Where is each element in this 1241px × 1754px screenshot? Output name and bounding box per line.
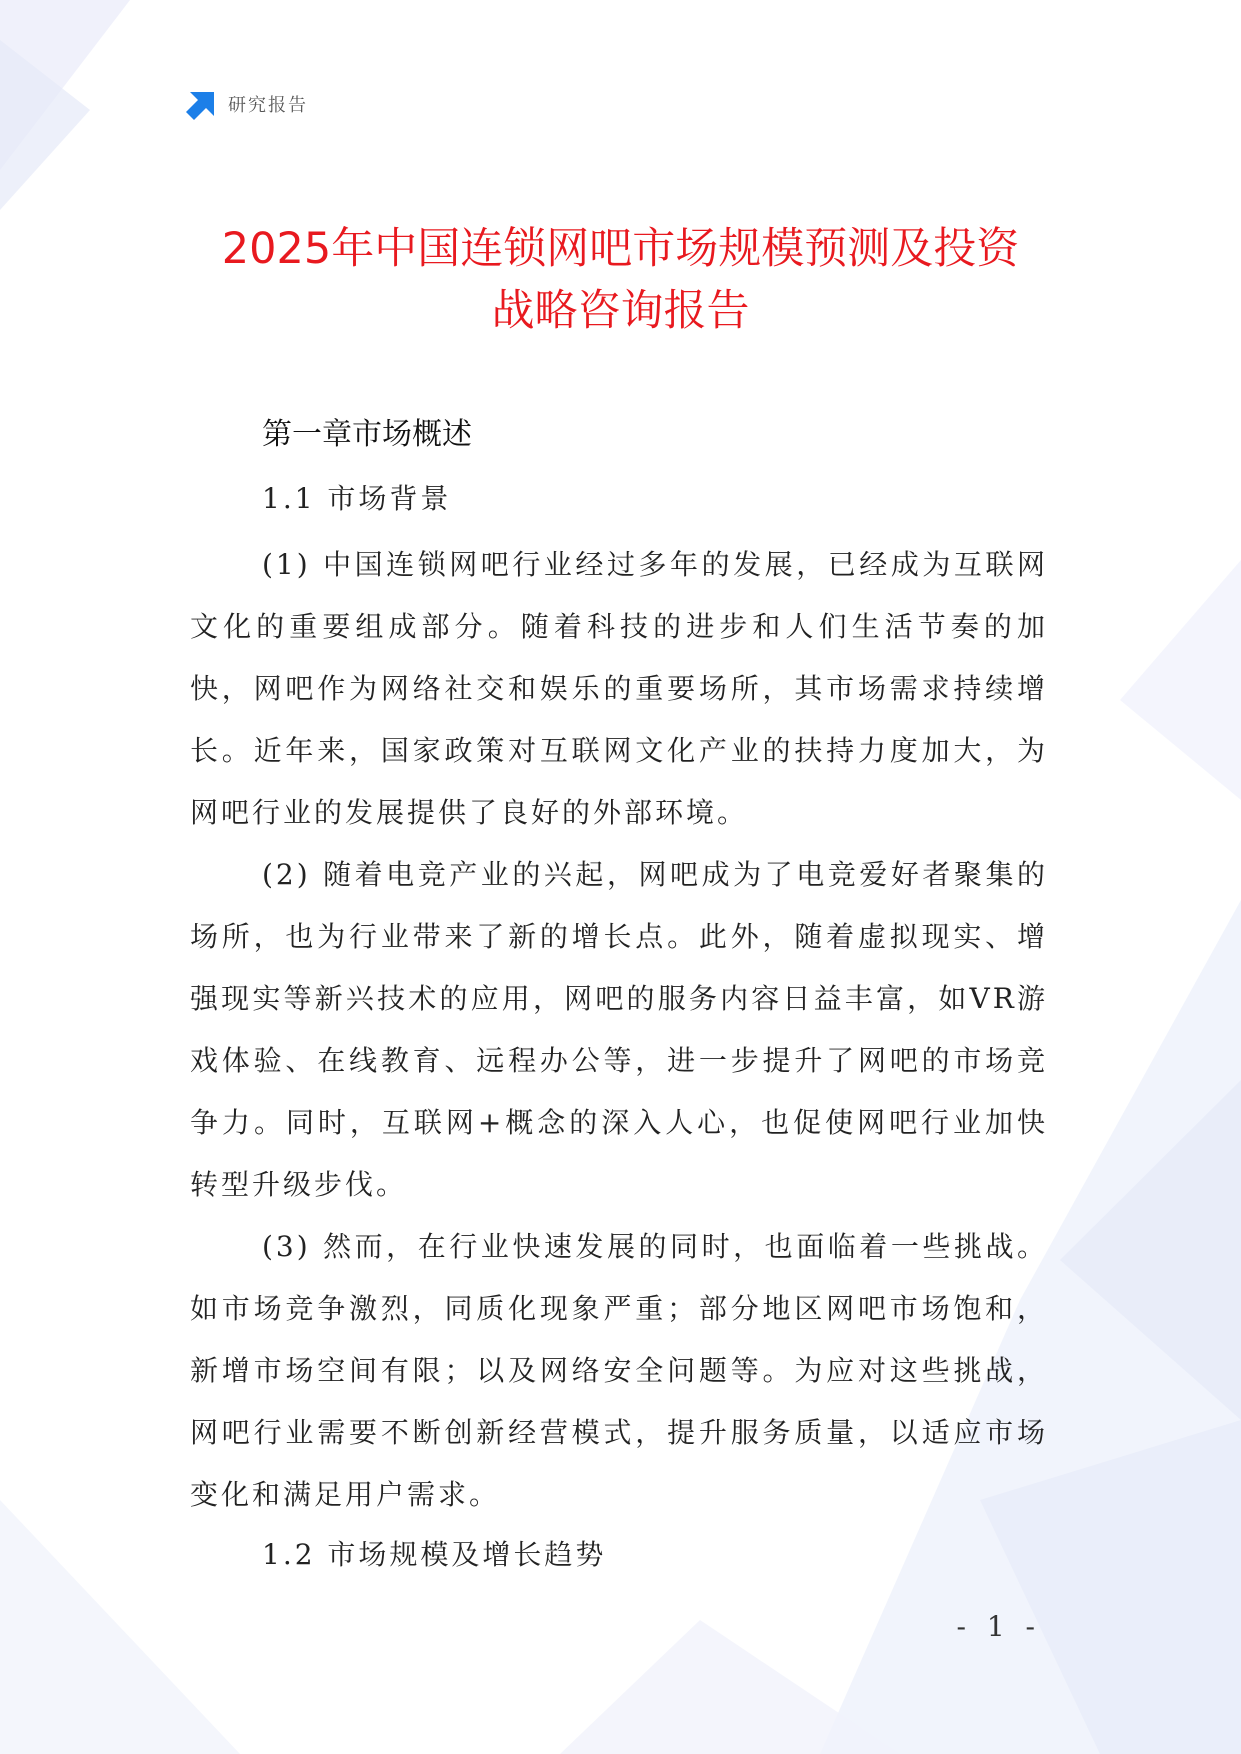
- paragraph-3: (3) 然而，在行业快速发展的同时，也面临着一些挑战。如市场竞争激烈，同质化现象严重；部分地区网吧市场饱和，新增市场空间有限；以及网络安全问题等。为应对这些挑战，网吧行业需要不断创新经营模式，提升服务质量，以适应市场变化和满足用户需求。: [190, 1230, 1048, 1511]
- page-number: - 1 -: [956, 1610, 1041, 1643]
- section-heading-1-1: 1.1 市场背景: [262, 482, 452, 515]
- report-title: [120, 218, 1121, 342]
- header-brand: [186, 88, 308, 120]
- title-line-2: 战略咨询报告: [491, 286, 750, 336]
- section-heading-1-2: 1.2 市场规模及增长趋势: [262, 1538, 607, 1571]
- brand-label: 研究报告: [228, 95, 308, 116]
- report-body: [190, 412, 1048, 1590]
- chapter-heading: 第一章市场概述: [262, 417, 472, 452]
- paragraph-2: (2) 随着电竞产业的兴起，网吧成为了电竞爱好者聚集的场所，也为行业带来了新的增长点。此外，随着虚拟现实、增强现实等新兴技术的应用，网吧的服务内容日益丰富，如VR游戏体验、在线教育、远程办公等，进一步提升了网吧的市场竞争力。同时，互联网+概念的深入人心，也促使网吧行业加快转型升级步伐。: [190, 858, 1048, 1201]
- arrow-up-right-icon: [186, 88, 218, 120]
- title-line-1: 2025年中国连锁网吧市场规模预测及投资: [221, 224, 1020, 274]
- paragraph-1: (1) 中国连锁网吧行业经过多年的发展，已经成为互联网文化的重要组成部分。随着科技的进步和人们生活节奏的加快，网吧作为网络社交和娱乐的重要场所，其市场需求持续增长。近年来，国家政策对互联网文化产业的扶持力度加大，为网吧行业的发展提供了良好的外部环境。: [190, 548, 1048, 829]
